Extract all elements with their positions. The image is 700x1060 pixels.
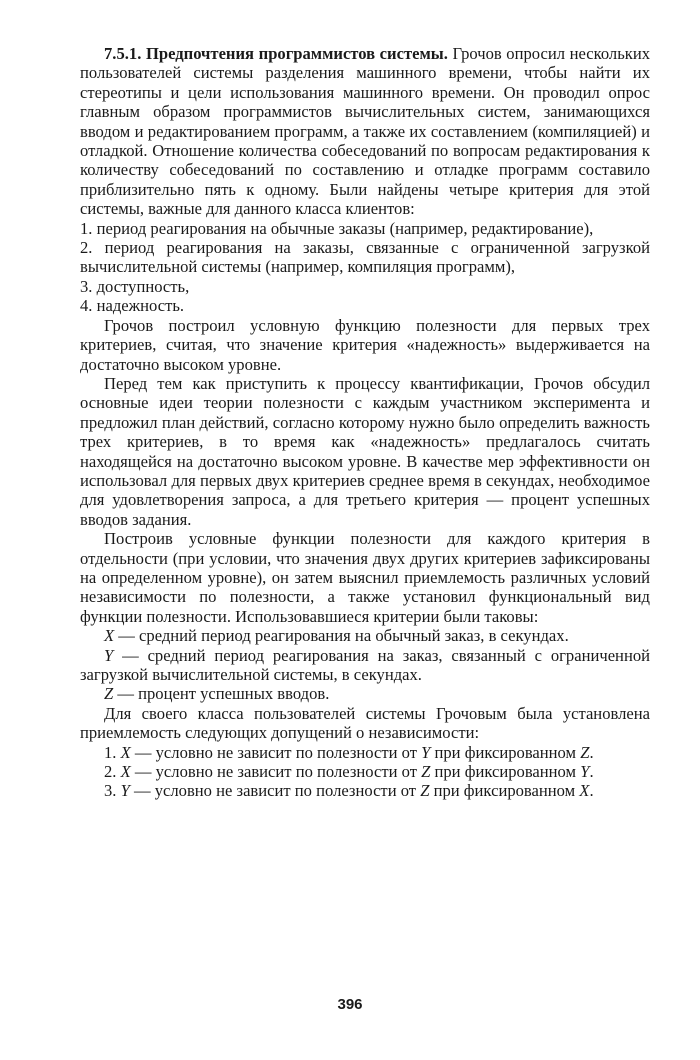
assumption-3-var-a: Y <box>120 781 130 801</box>
paragraph-quantification: Перед тем как приступить к процессу квантификации, Грочов обсудил основные идеи теории полезности с каждым участником эксперимента и предложил план действий, согласно которому нужно было определить важность трех критериев, в то время как «надежность» предлагалось считать находящейся на достаточно высоком уровне. В качестве мер эффективности он использовал для первых двух критериев среднее время в секундах, необходимое для удовлетворения запроса, а для третьего критерия — процент успешных вводов задания. <box>80 373 650 529</box>
variable-x-symbol: X <box>104 626 115 646</box>
variable-y-text: — средний период реагирования на заказ, связанный с ограниченной загрузкой вычислительной системы, в секундах. <box>80 645 650 684</box>
variable-z-text: — процент успешных вводов. <box>113 684 330 704</box>
body-text <box>80 44 650 801</box>
paragraph-utility-function: Грочов построил условную функцию полезности для первых трех критериев, считая, что значение критерия «надежность» выдерживается на достаточно высоком уровне. <box>80 315 650 374</box>
assumption-1-var-c: Z <box>580 742 590 762</box>
section-intro-paragraph <box>80 44 650 219</box>
assumption-3-end: . <box>589 781 594 801</box>
assumption-3-number: 3. <box>104 781 121 801</box>
assumption-1-number: 1. <box>104 742 121 762</box>
assumption-2-var-a: X <box>120 762 131 782</box>
assumption-1-var-b: Y <box>421 742 431 762</box>
assumption-3-text: — условно не зависит по полезности от <box>129 781 421 801</box>
variable-x-text: — средний период реагирования на обычный заказ, в секундах. <box>114 626 569 646</box>
variable-z-symbol: Z <box>104 684 114 704</box>
page-number: 396 <box>337 996 363 1013</box>
assumption-3-var-b: Z <box>420 781 430 801</box>
assumption-2-var-c: Y <box>580 762 590 782</box>
criterion-2: 2. период реагирования на заказы, связанные с ограниченной загрузкой вычислительной системы (например, компиляция программ), <box>80 238 650 277</box>
assumption-3 <box>80 781 650 800</box>
assumption-1-text: — условно не зависит по полезности от <box>130 742 422 762</box>
criterion-3: 3. доступность, <box>80 276 190 296</box>
criterion-1: 1. период реагирования на обычные заказы (например, редактирование), <box>80 218 594 238</box>
assumption-3-var-c: X <box>579 781 590 801</box>
assumption-2-end: . <box>589 762 594 782</box>
assumption-1-var-a: X <box>120 742 131 762</box>
variable-y-definition <box>80 646 650 685</box>
assumption-3-text-2: при фиксированном <box>429 781 580 801</box>
section-title: Предпочтения программистов системы. <box>145 44 448 63</box>
assumption-1-end: . <box>589 742 594 762</box>
intro-text: Грочов опросил нескольких пользователей системы разделения машинного времени, чтобы найти их стереотипы и цели использования машинного времени. Он проводил опрос главным образом программистов вычислительных систем, занимающихся вводом и редактированием программ, а также их составлением (компиляцией) и отладкой. Отношение количества собеседований по вопросам редактирования к количеству собеседований по составлению и отладке программ составило приблизительно пять к одному. Были найдены четыре критерия для этой системы, важные для данного класса клиентов: <box>80 44 651 219</box>
assumption-2 <box>80 762 650 781</box>
paragraph-independence: Построив условные функции полезности для каждого критерия в отдельности (при условии, что значения двух других критериев зафиксированы на определенном уровне), он затем выяснил приемлемость различных условий независимости по полезности, а также установил функциональный вид функции полезности. Использовавшиеся критерии были таковы: <box>80 529 650 626</box>
assumptions-intro: Для своего класса пользователей системы Грочовым была установлена приемлемость следующих допущений о независимости: <box>80 703 650 743</box>
variable-y-symbol: Y <box>104 645 114 665</box>
criterion-4: 4. надежность. <box>80 296 185 316</box>
section-number: 7.5.1. <box>104 44 142 63</box>
variable-z-definition <box>80 684 650 703</box>
assumption-1-text-2: при фиксированном <box>430 742 581 762</box>
assumption-1 <box>80 743 650 762</box>
assumption-2-var-b: Z <box>421 762 431 782</box>
assumption-2-text-2: при фиксированном <box>430 762 581 782</box>
assumption-2-number: 2. <box>104 762 121 782</box>
variable-x-definition <box>80 626 650 645</box>
assumption-2-text: — условно не зависит по полезности от <box>130 762 422 782</box>
